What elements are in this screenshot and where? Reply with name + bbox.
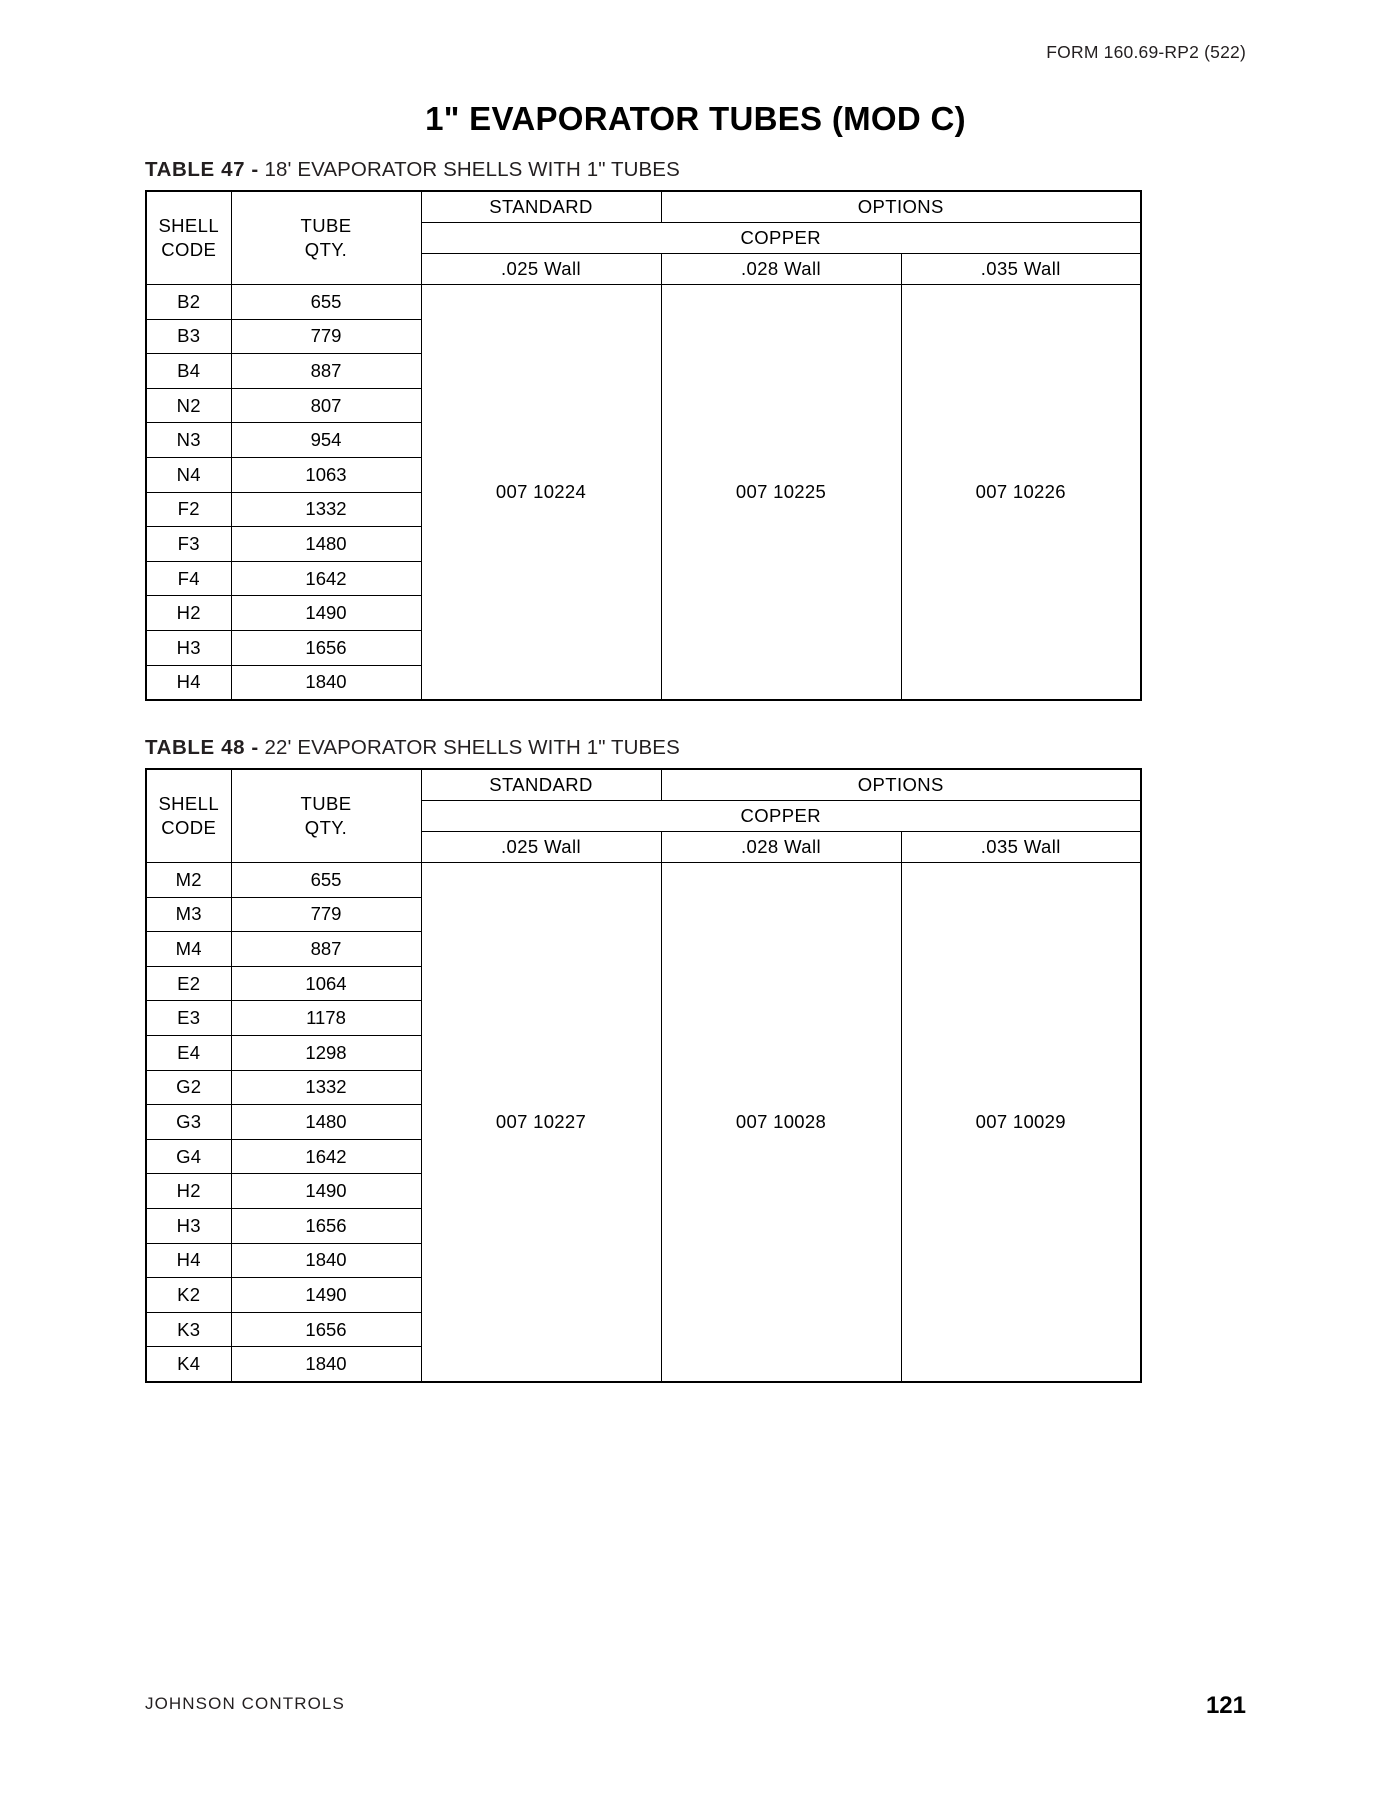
shell-code-cell: G3 (146, 1105, 231, 1140)
tube-qty-cell: 1840 (231, 1243, 421, 1278)
table-47-wall-025-header: .025 Wall (421, 254, 661, 285)
tube-qty-cell: 807 (231, 388, 421, 423)
table-47-options-header: OPTIONS (661, 191, 1141, 223)
tube-qty-cell: 1332 (231, 1070, 421, 1105)
tube-qty-cell: 1656 (231, 630, 421, 665)
table-48 (145, 768, 1142, 1383)
tube-qty-cell: 1490 (231, 1174, 421, 1209)
table-48-tube-qty-header: TUBE QTY. (231, 769, 421, 863)
tube-qty-cell: 1490 (231, 596, 421, 631)
tube-qty-cell: 655 (231, 285, 421, 320)
table-48-wall-028-header: .028 Wall (661, 832, 901, 863)
table-48-wall-025-header: .025 Wall (421, 832, 661, 863)
table-47-part-number-028: 007 10225 (661, 285, 901, 701)
shell-code-cell: H3 (146, 1208, 231, 1243)
shell-code-cell: F3 (146, 527, 231, 562)
shell-code-cell: N2 (146, 388, 231, 423)
table-47-standard-header: STANDARD (421, 191, 661, 223)
footer-page-number: 121 (1205, 1692, 1246, 1719)
shell-code-cell: K2 (146, 1278, 231, 1313)
shell-code-cell: K4 (146, 1347, 231, 1382)
tube-qty-cell: 1656 (231, 1312, 421, 1347)
table-48-header-group-row (146, 769, 1141, 801)
tube-qty-cell: 1642 (231, 1139, 421, 1174)
table-47-part-number-025: 007 10224 (421, 285, 661, 701)
table-48-part-number-025: 007 10227 (421, 863, 661, 1382)
tube-qty-cell: 1332 (231, 492, 421, 527)
table-48-standard-header: STANDARD (421, 769, 661, 801)
shell-code-cell: B3 (146, 319, 231, 354)
table-48-shell-code-header: SHELL CODE (146, 769, 231, 863)
tube-qty-cell: 1480 (231, 527, 421, 562)
shell-code-cell: F2 (146, 492, 231, 527)
tube-qty-cell: 887 (231, 932, 421, 967)
table-47-part-number-035: 007 10226 (901, 285, 1141, 701)
table-48-wall-035-header: .035 Wall (901, 832, 1141, 863)
table-48-caption (145, 736, 680, 760)
tube-qty-cell: 1840 (231, 665, 421, 700)
shell-code-cell: H2 (146, 1174, 231, 1209)
table-48-part-number-035: 007 10029 (901, 863, 1141, 1382)
footer-brand: JOHNSON CONTROLS (145, 1694, 345, 1713)
shell-code-cell: N4 (146, 457, 231, 492)
shell-code-cell: N3 (146, 423, 231, 458)
table-row (146, 285, 1141, 320)
shell-code-cell: K3 (146, 1312, 231, 1347)
tube-qty-cell: 1298 (231, 1035, 421, 1070)
shell-code-cell: G2 (146, 1070, 231, 1105)
tube-qty-cell: 887 (231, 354, 421, 389)
shell-code-cell: B2 (146, 285, 231, 320)
shell-code-cell: F4 (146, 561, 231, 596)
tube-qty-cell: 779 (231, 897, 421, 932)
table-row (146, 863, 1141, 898)
table-47-header-group-row (146, 191, 1141, 223)
table-48-caption-text: 22' EVAPORATOR SHELLS WITH 1" TUBES (264, 736, 680, 759)
tube-qty-cell: 1840 (231, 1347, 421, 1382)
tube-qty-cell: 1064 (231, 966, 421, 1001)
shell-code-cell: H4 (146, 1243, 231, 1278)
table-47-wall-028-header: .028 Wall (661, 254, 901, 285)
shell-code-cell: H3 (146, 630, 231, 665)
shell-code-cell: E2 (146, 966, 231, 1001)
tube-qty-cell: 1642 (231, 561, 421, 596)
shell-code-cell: H4 (146, 665, 231, 700)
shell-code-cell: B4 (146, 354, 231, 389)
tube-qty-cell: 779 (231, 319, 421, 354)
tube-qty-cell: 1063 (231, 457, 421, 492)
form-number-header: FORM 160.69-RP2 (522) (1046, 42, 1246, 62)
table-47-wall-035-header: .035 Wall (901, 254, 1141, 285)
table-48-caption-label: TABLE 48 - (145, 736, 259, 759)
table-47 (145, 190, 1142, 701)
shell-code-cell: M4 (146, 932, 231, 967)
shell-code-cell: G4 (146, 1139, 231, 1174)
table-47-shell-code-header: SHELL CODE (146, 191, 231, 285)
shell-code-cell: M3 (146, 897, 231, 932)
table-47-tube-qty-header: TUBE QTY. (231, 191, 421, 285)
tube-qty-cell: 954 (231, 423, 421, 458)
table-48-options-header: OPTIONS (661, 769, 1141, 801)
tube-qty-cell: 1656 (231, 1208, 421, 1243)
table-48-part-number-028: 007 10028 (661, 863, 901, 1382)
tube-qty-cell: 1178 (231, 1001, 421, 1036)
table-47-caption-label: TABLE 47 - (145, 158, 259, 181)
table-47-caption-text: 18' EVAPORATOR SHELLS WITH 1" TUBES (264, 158, 680, 181)
tube-qty-cell: 1480 (231, 1105, 421, 1140)
tube-qty-cell: 655 (231, 863, 421, 898)
page-title: 1" EVAPORATOR TUBES (MOD C) (425, 100, 966, 137)
table-48-copper-header: COPPER (421, 801, 1141, 832)
shell-code-cell: M2 (146, 863, 231, 898)
shell-code-cell: H2 (146, 596, 231, 631)
table-47-copper-header: COPPER (421, 223, 1141, 254)
shell-code-cell: E3 (146, 1001, 231, 1036)
table-47-caption (145, 158, 680, 182)
shell-code-cell: E4 (146, 1035, 231, 1070)
tube-qty-cell: 1490 (231, 1278, 421, 1313)
